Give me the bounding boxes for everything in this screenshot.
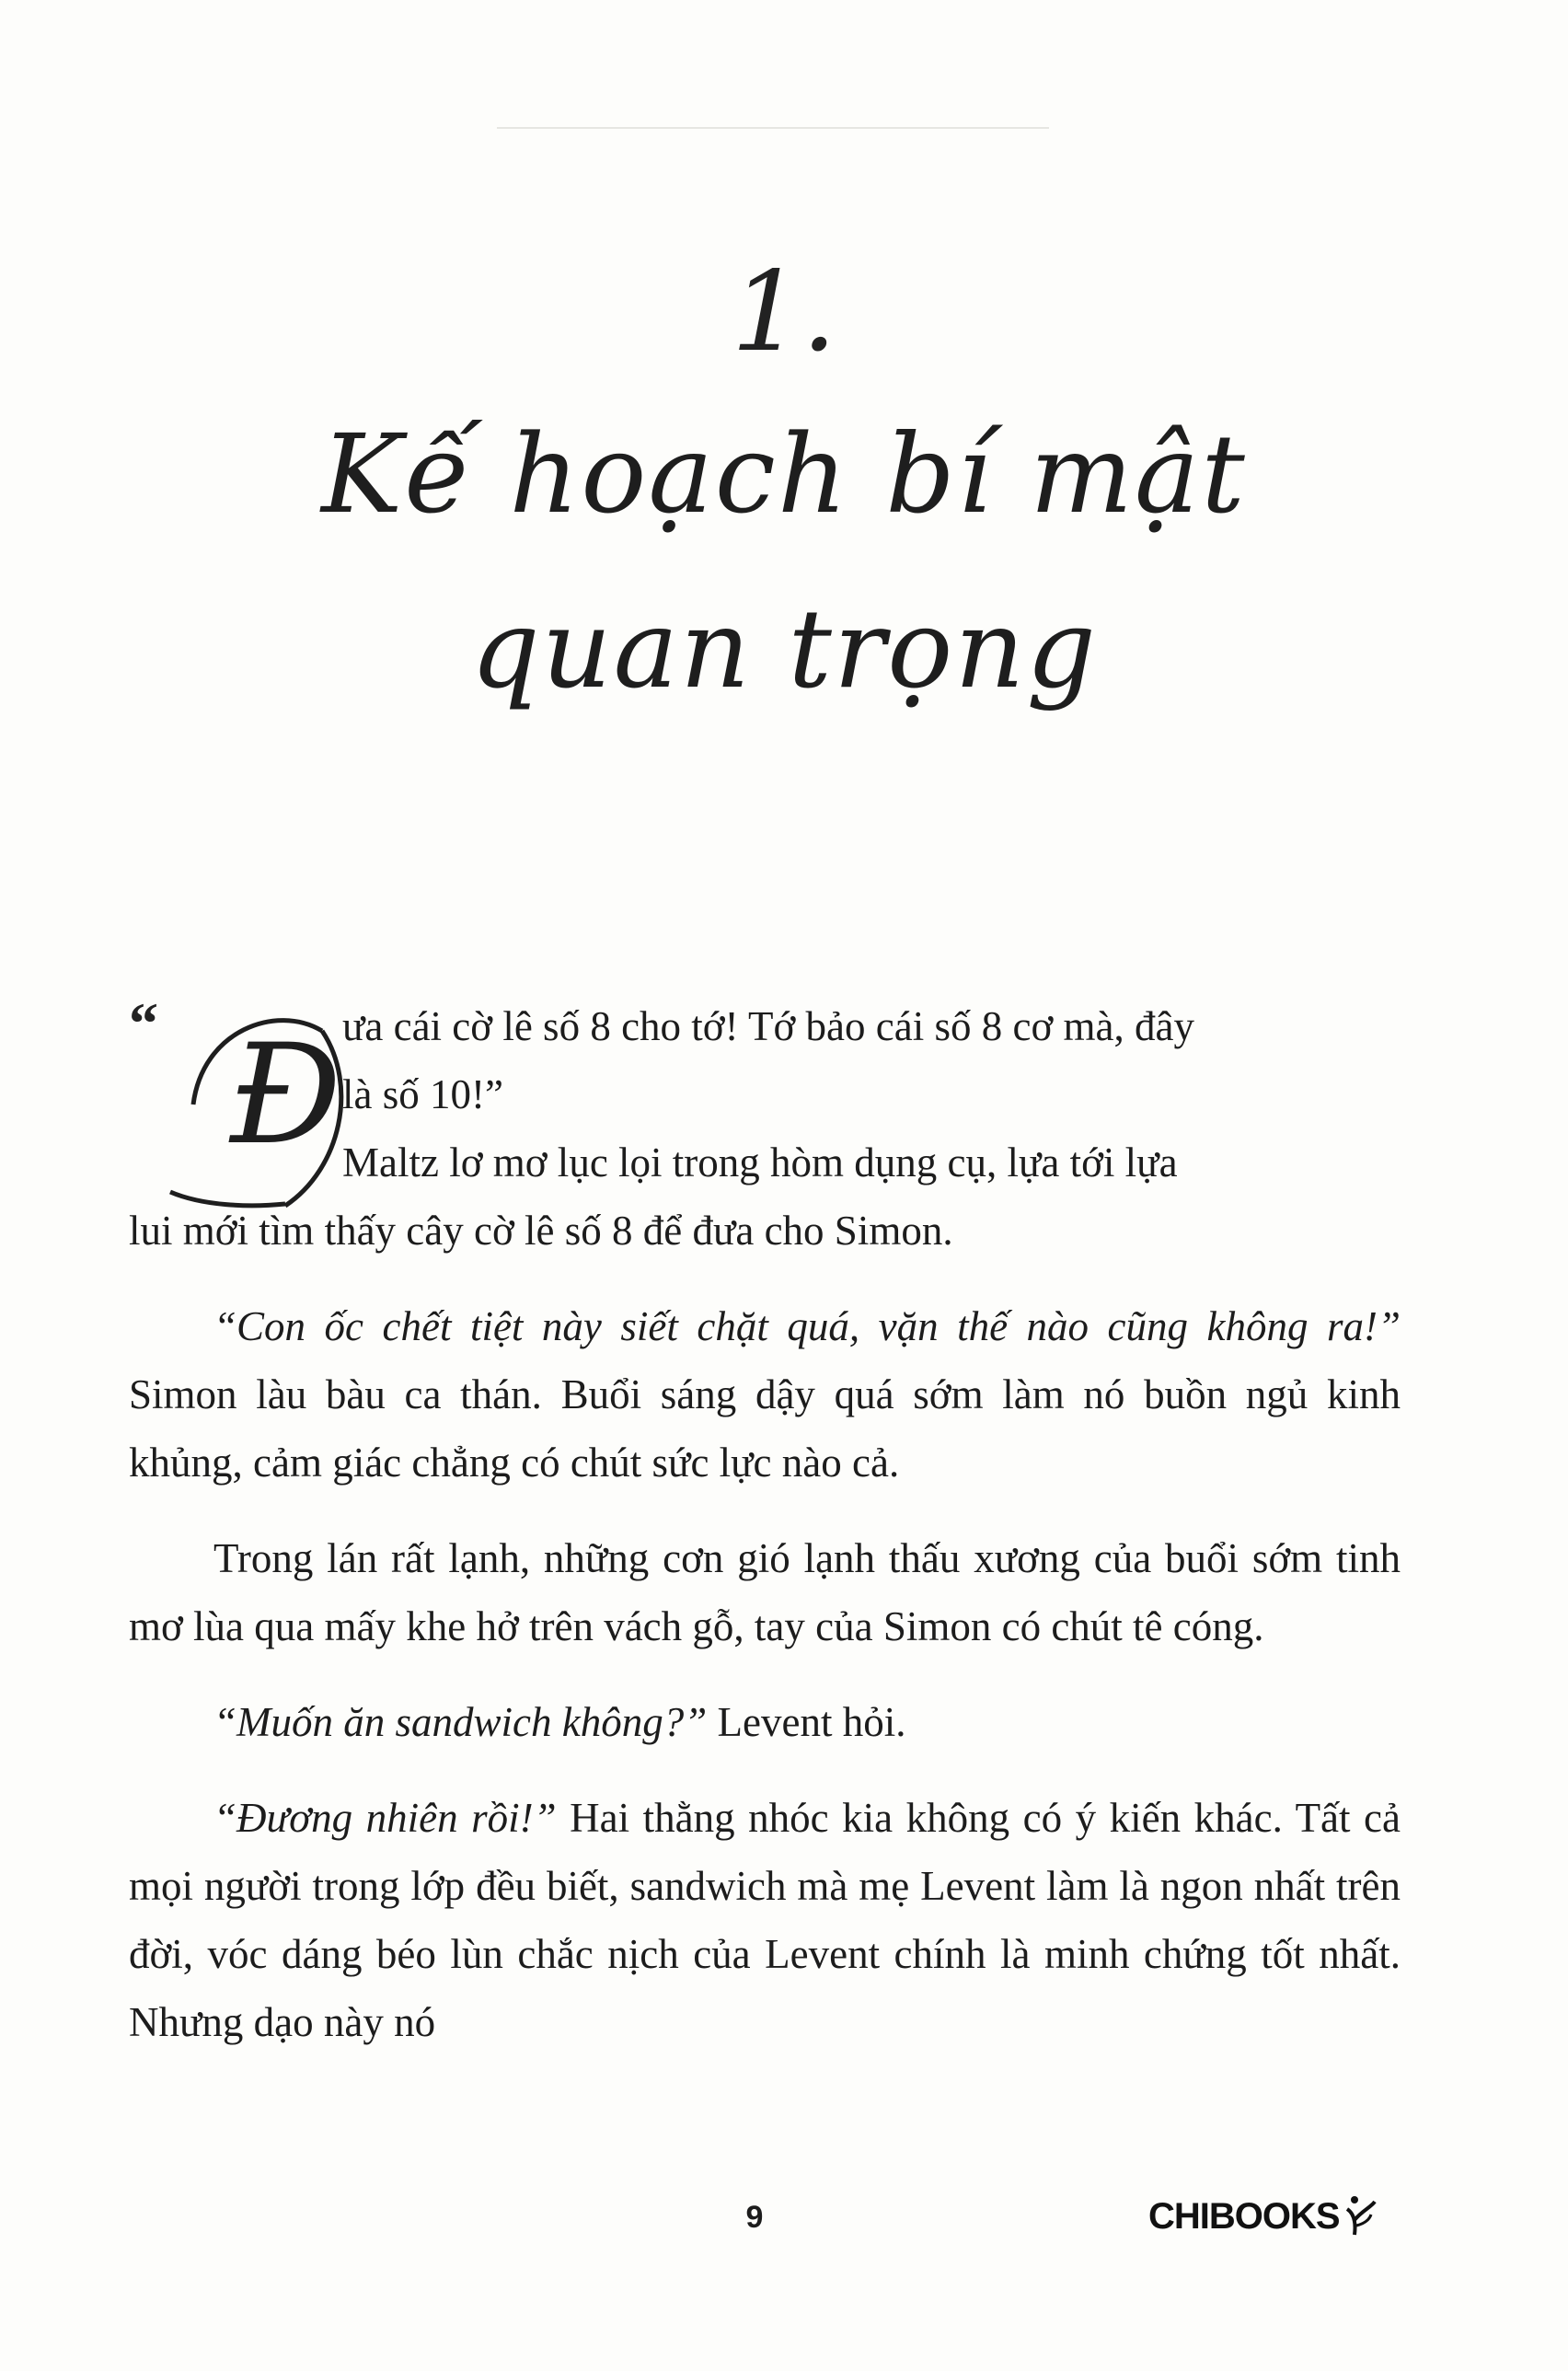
chapter-title-line-2: quan trọng <box>470 585 1098 712</box>
opening-line-1: ưa cái cờ lê số 8 cho tớ! Tớ bảo cái số 8 cơ mà, đây <box>342 1003 1194 1049</box>
opening-line-3: Maltz lơ mơ lục lọi trong hòm dụng cụ, lựa tới lựa <box>342 1139 1178 1186</box>
paragraph-2 <box>129 1292 1401 1497</box>
paragraph-4-dialogue: “Muốn ăn sandwich không?” <box>213 1699 708 1745</box>
paragraph-3: Trong lán rất lạnh, những cơn gió lạnh thấu xương của buổi sớm tinh mơ lùa qua mấy khe hở trên vách gỗ, tay của Simon có chút tê cóng. <box>129 1535 1401 1649</box>
opening-quote-mark: “ <box>129 990 158 1056</box>
paragraph-5-dialogue: “Đương nhiên rồi!” <box>213 1795 557 1841</box>
publisher-logo <box>1148 2192 1378 2240</box>
opening-lines <box>342 992 1401 1197</box>
chapter-title <box>0 387 1568 736</box>
body-text <box>129 1197 1401 2084</box>
drop-cap-block <box>129 990 350 1215</box>
paragraph-4-narration: Levent hỏi. <box>707 1699 906 1745</box>
sprout-logo-icon <box>1342 2192 1378 2240</box>
paragraph-4 <box>129 1688 1401 1756</box>
page-number: 9 <box>745 2200 764 2235</box>
opening-line-2: là số 10!” <box>342 1071 503 1117</box>
chapter-number: 1. <box>731 249 837 376</box>
header-rule <box>497 127 1049 129</box>
paragraph-1-continuation: lui mới tìm thấy cây cờ lê số 8 để đưa cho Simon. <box>129 1208 953 1254</box>
drop-cap-ornament <box>166 994 350 1215</box>
paragraph-5 <box>129 1784 1401 2056</box>
paragraph-5-narration: Hai thằng nhóc kia không có ý kiến khác. Tất cả mọi người trong lớp đều biết, sandwich mà mẹ Levent làm là ngon nhất trên đời, vóc dáng béo lùn chắc nịch của Levent chính là minh chứng tốt nhất. Nhưng dạo này nó <box>129 1795 1401 2045</box>
paragraph-2-narration: Simon làu bàu ca thán. Buổi sáng dậy quá sớm làm nó buồn ngủ kinh khủng, cảm giác chẳng có chút sức lực nào cả. <box>129 1371 1401 1486</box>
paragraph-2-dialogue: “Con ốc chết tiệt này siết chặt quá, vặn thế nào cũng không ra!” <box>213 1303 1401 1349</box>
publisher-name: CHIBOOKS <box>1148 2195 1340 2237</box>
chapter-title-line-1: Kế hoạch bí mật <box>321 411 1247 538</box>
drop-cap-letter: Đ <box>230 1015 342 1175</box>
